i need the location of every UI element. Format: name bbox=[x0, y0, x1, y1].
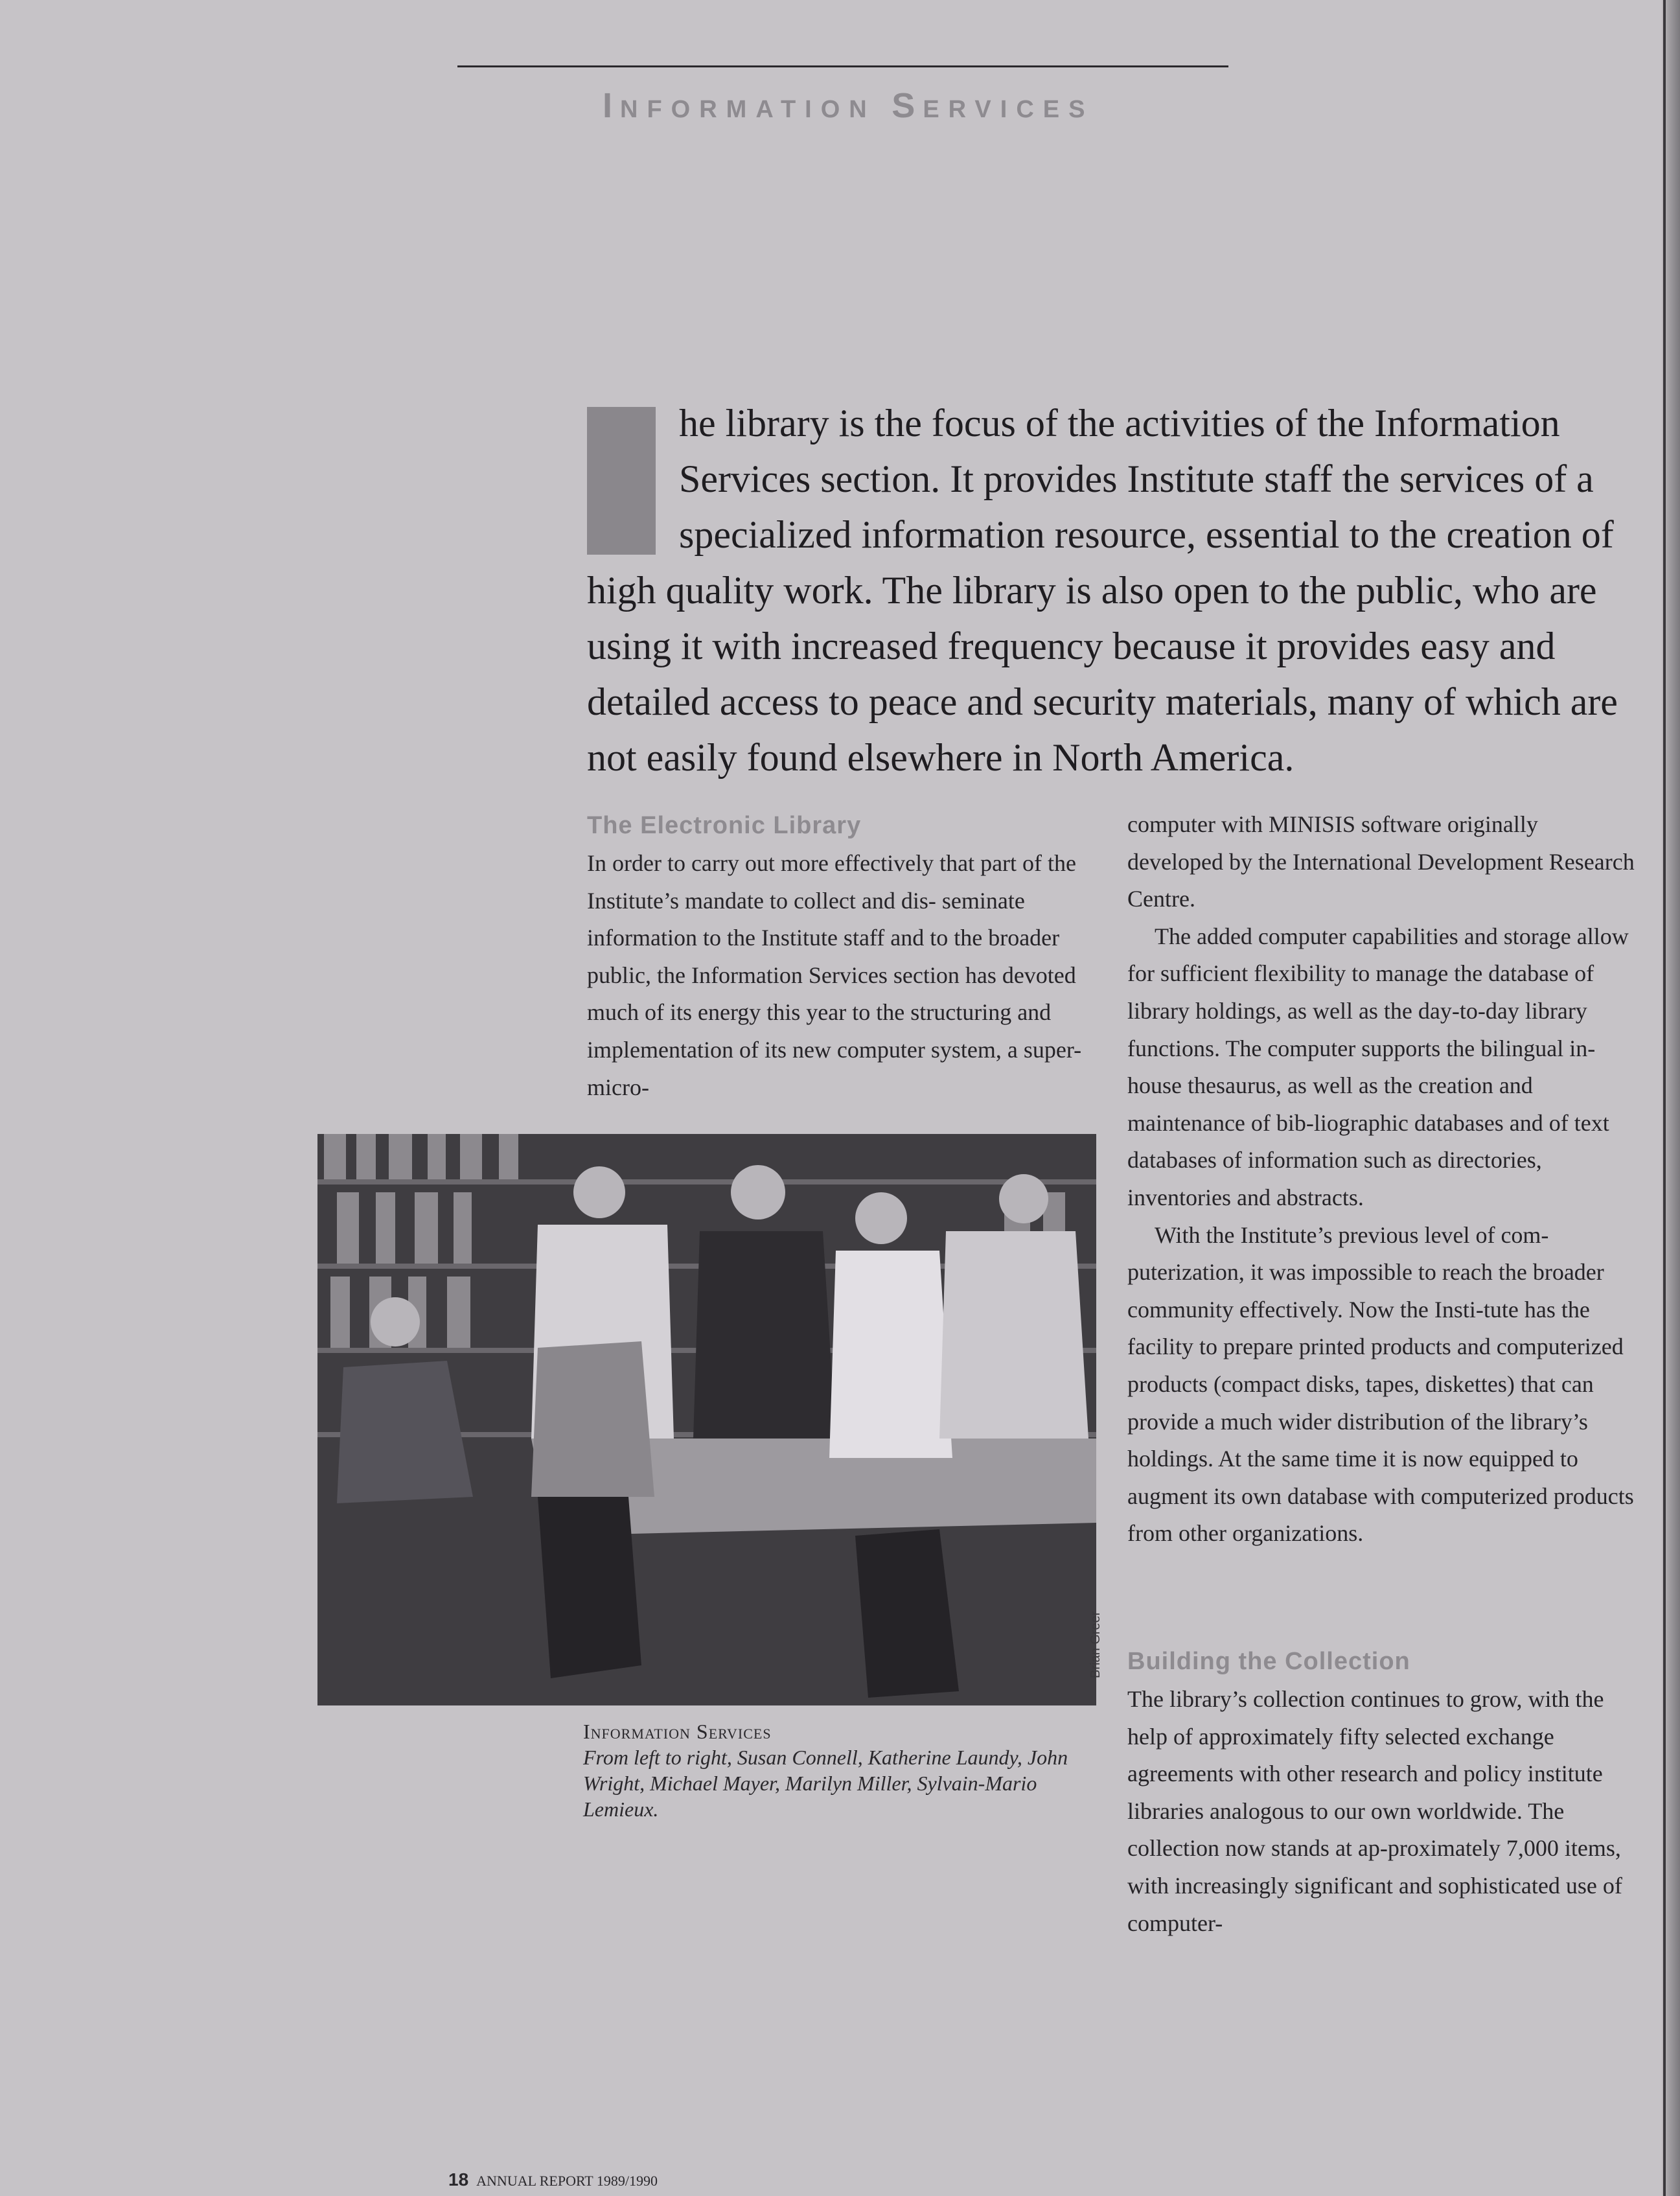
running-head bbox=[603, 86, 1121, 131]
running-head-text: INFORMATION SERVICES bbox=[603, 86, 1094, 125]
drop-cap bbox=[587, 407, 656, 555]
building-collection-paragraph-1: The library’s collection continues to grow, with the help of approximately fifty selected exchange agreements with other research and policy institute libraries analogous to our own worldwide. The collection now stands at ap-proximately 7,000 items, with increasingly significant and sophisticated use of computer- bbox=[1127, 1686, 1622, 1936]
electronic-library-paragraph-3: With the Institute’s previous level of com-puterization, it was impossible to reach the broader community effectively. Now the Insti-tute has the facility to prepare printed products and computerized products (compact disks, tapes, diskettes) that can provide a much wider distribution of the library’s holdings. At the same time it is now equipped to augment its own database with computerized products from other organizations. bbox=[1127, 1221, 1634, 1547]
electronic-library-paragraph-1-right: computer with MINISIS software originally developed by the International Development Research Centre. bbox=[1127, 811, 1635, 912]
footer-label: ANNUAL REPORT 1989/1990 bbox=[476, 2173, 658, 2189]
photo-caption bbox=[583, 1718, 1088, 1822]
intro-paragraph bbox=[587, 395, 1637, 785]
staff-photo-illustration bbox=[317, 1134, 1096, 1705]
right-column-bottom bbox=[1127, 1642, 1639, 1942]
heading-building-collection: Building the Collection bbox=[1127, 1648, 1410, 1675]
electronic-library-paragraph-2: The added computer capabilities and storage allow for sufficient flexibility to manage the database of library holdings, as well as the day-to-day library functions. The computer supports the bilingual in-house thesaurus, as well as the creation and maintenance of bib-liographic databases and of text databases of information such as directories, inventories and abstracts. bbox=[1127, 923, 1629, 1210]
caption-body: From left to right, Susan Connell, Katherine Laundy, John Wright, Michael Mayer, Marilyn Miller, Sylvain-Mario Lemieux. bbox=[583, 1746, 1068, 1821]
binding-line bbox=[1663, 0, 1666, 2196]
intro-text: he library is the focus of the activities of the Information Services section. It provides Institute staff the services of a specialized information resource, essential to the creation of high quality work. The library is also open to the public, who are using it with increased frequency because it provides easy and detailed access to peace and security materials, many of which are not easily found elsewhere in North America. bbox=[587, 402, 1618, 779]
right-column-top bbox=[1127, 806, 1639, 1553]
staff-photo bbox=[317, 1134, 1096, 1705]
top-rule bbox=[457, 65, 1228, 67]
page-footer bbox=[448, 2169, 658, 2193]
left-column bbox=[587, 806, 1092, 1106]
page-number: 18 bbox=[448, 2169, 469, 2190]
heading-electronic-library: The Electronic Library bbox=[587, 812, 862, 839]
caption-title: Information Services bbox=[583, 1720, 772, 1743]
electronic-library-paragraph-1-left: In order to carry out more effectively that part of the Institute’s mandate to collect and dis- seminate information to the Institute staff and to the broader public, the Information Services section has devoted much of its energy this year to the structuring and implementation of its new computer system, a super-micro- bbox=[587, 850, 1082, 1100]
photo-credit: Brian Greer bbox=[1088, 1611, 1103, 1678]
